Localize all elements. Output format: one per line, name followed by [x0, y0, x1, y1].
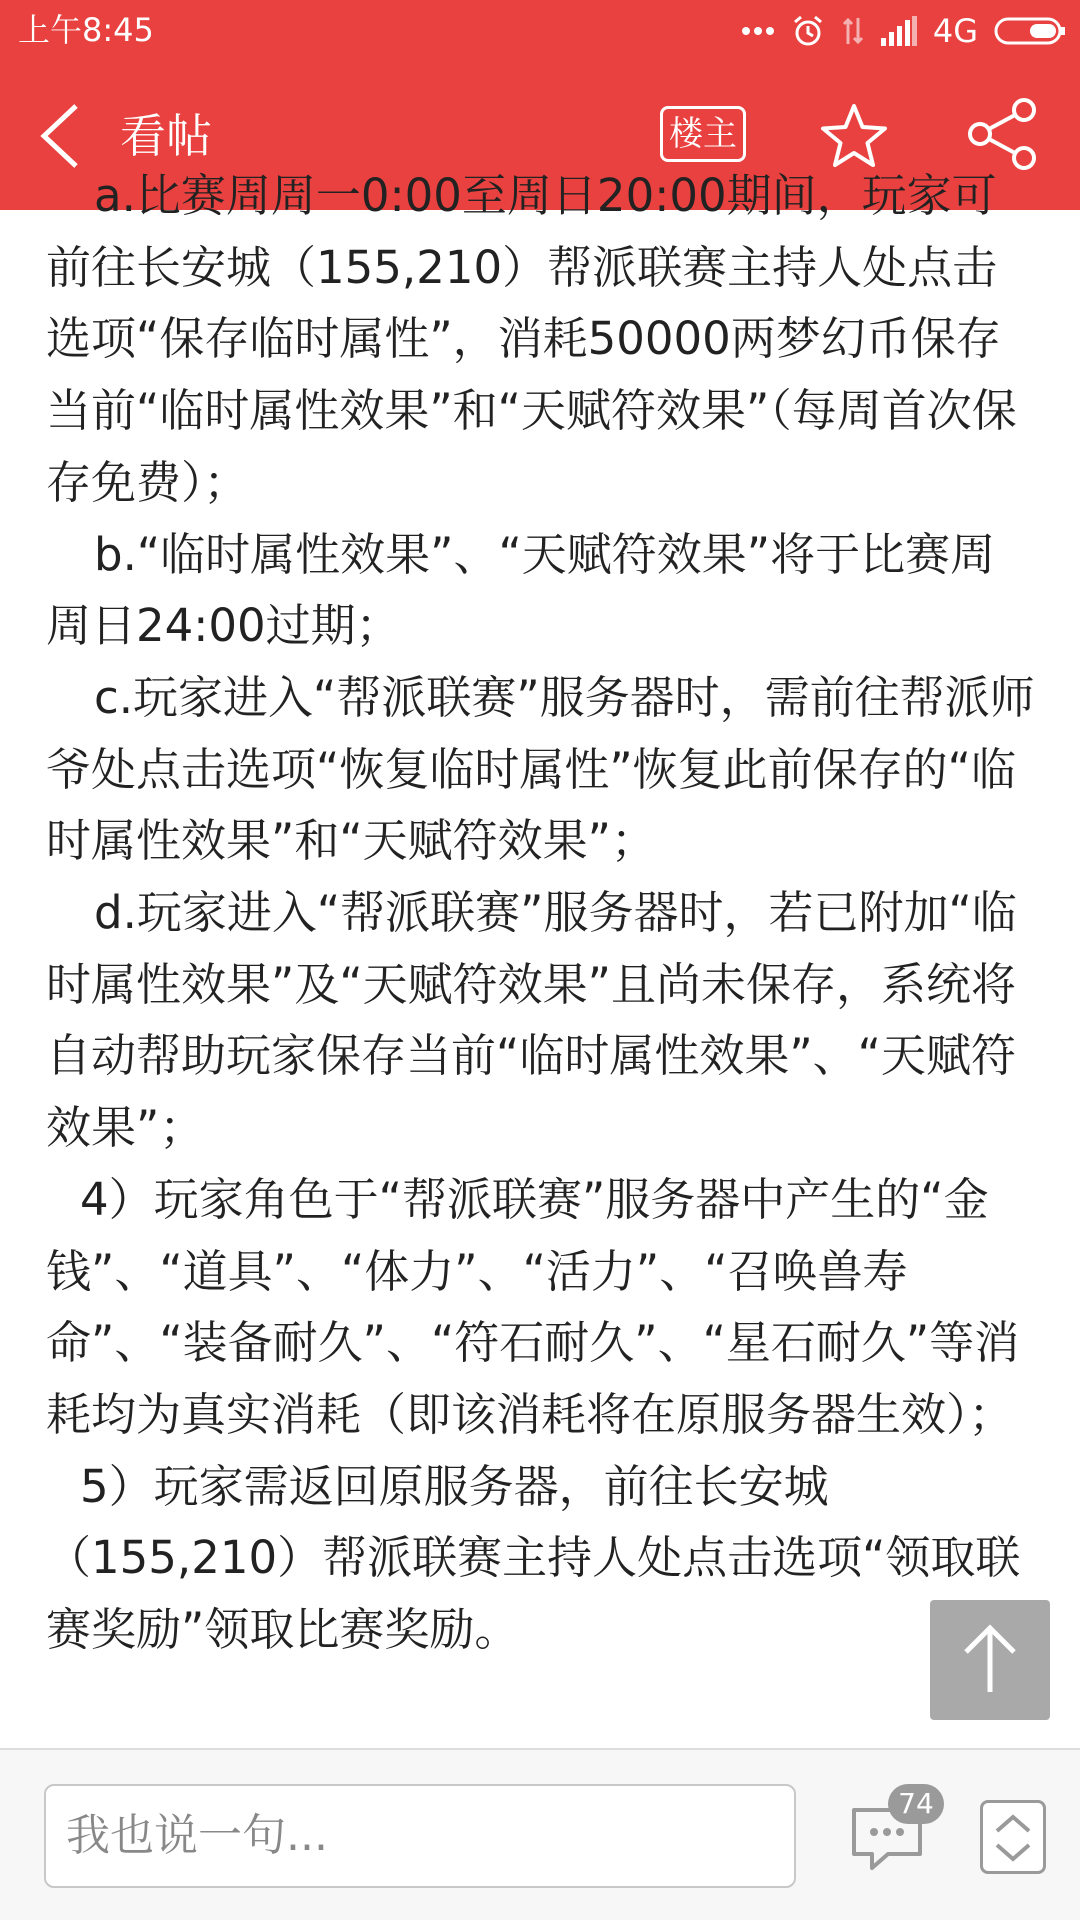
- data-arrows-icon: [841, 14, 865, 48]
- alarm-icon: [791, 14, 825, 48]
- post-paragraph: c.玩家进入“帮派联赛”服务器时，需前往帮派师爷处点击选项“恢复临时属性”恢复此前保存的“临时属性效果”和“天赋符效果”；: [46, 670, 1035, 868]
- status-time: 上午8:45: [18, 11, 154, 49]
- status-icons: [741, 8, 1066, 54]
- comment-input[interactable]: 我也说一句...: [44, 1784, 796, 1888]
- post-paragraph: d.玩家进入“帮派联赛”服务器时，若已附加“临时属性效果”及“天赋符效果”且尚未保存，系统将自动帮助玩家保存当前“临时属性效果”、“天赋符效果”；: [46, 886, 1017, 1155]
- post-paragraph: 4）玩家角色于“帮派联赛”服务器中产生的“金钱”、“道具”、“体力”、“活力”、“召唤兽寿命”、“装备耐久”、“符石耐久”、“星石耐久”等消耗均为真实消耗（即该消耗将在原服务器生效）；: [46, 1172, 1020, 1441]
- page-jump-icon: [983, 1803, 1043, 1871]
- back-to-top-icon: [930, 1600, 1050, 1720]
- only-op-button[interactable]: 楼主: [660, 106, 746, 162]
- more-dots-icon: [741, 26, 775, 36]
- comment-count-badge: 74: [888, 1784, 944, 1824]
- status-bar: [0, 0, 1080, 62]
- network-type: 4G: [932, 12, 978, 50]
- page-title: 看帖: [120, 109, 212, 163]
- post-paragraph: 5）玩家需返回原服务器，前往长安城（155,210）帮派联赛主持人处点击选项“领取联赛奖励”领取比赛奖励。: [46, 1459, 1021, 1657]
- page-jump-button[interactable]: [980, 1800, 1046, 1874]
- signal-icon: [881, 16, 917, 46]
- bottom-bar: [0, 1748, 1080, 1920]
- back-to-top-button[interactable]: [930, 1600, 1050, 1720]
- post-content[interactable]: [0, 169, 1080, 1748]
- post-paragraph: b.“临时属性效果”、“天赋符效果”将于比赛周周日24:00过期；: [46, 527, 996, 653]
- battery-icon: [994, 16, 1066, 46]
- post-paragraph: a.比赛周周一0:00至周日20:00期间，玩家可前往长安城（155,210）帮派联赛主持人处点击选项“保存临时属性”，消耗50000两梦幻币保存当前“临时属性效果”和“天赋符效果”（每周首次保存免费）；: [46, 169, 1017, 509]
- post-body: [46, 160, 1036, 1666]
